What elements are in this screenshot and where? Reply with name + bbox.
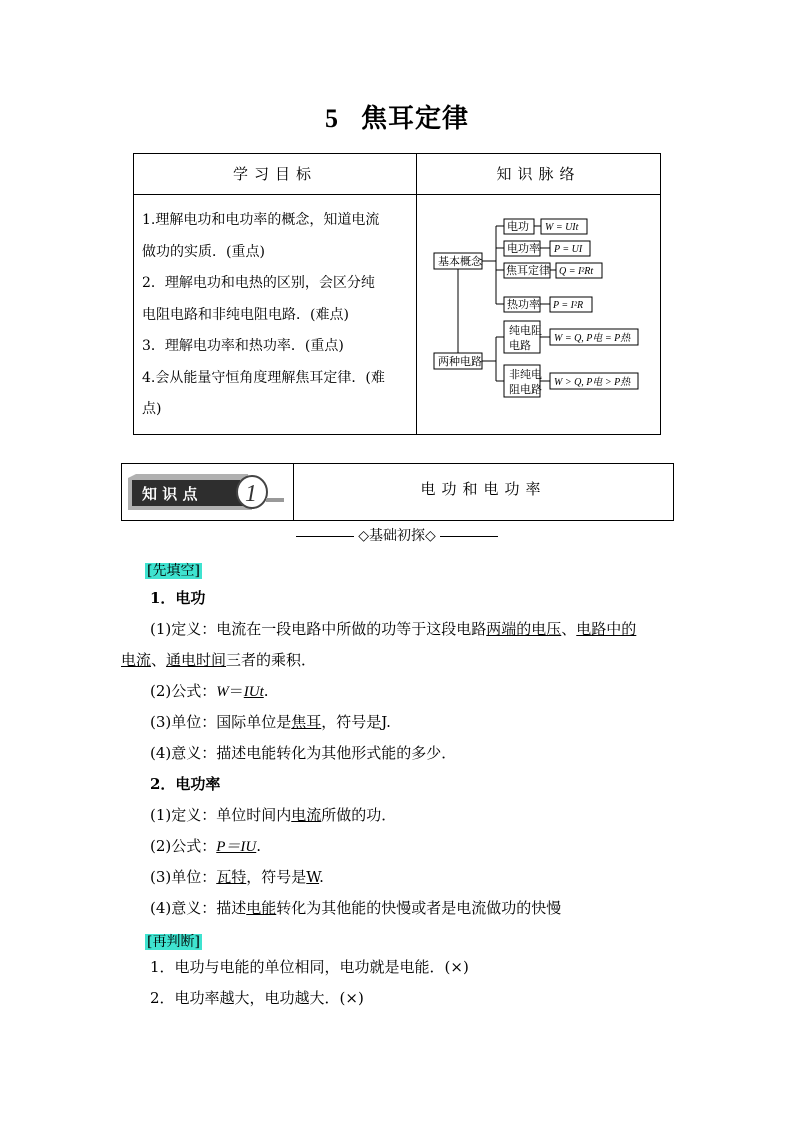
judge-item: 2．电功率越大，电功越大．(×) [150,989,364,1007]
item-label: 电功率 [507,242,540,255]
circuit2-formula: W > Q, P电 > P热 [554,377,631,388]
knowledge-diagram [424,209,660,405]
knowledge-point-badge [128,474,286,510]
item-label: 电功 [507,220,529,233]
item-formula: W = UIt [545,222,579,233]
sec2-formula: (2)公式：P＝IU. [150,837,262,855]
goal-line: 1.理解电功和电功率的概念，知道电流 [142,212,380,228]
item-label: 热功率 [507,298,540,311]
badge-text: 知 识 点 [142,485,198,503]
rule-right [440,536,498,537]
page-title [0,98,794,135]
explore-label: ◇基础初探◇ [358,528,436,544]
header-knowledge-map: 知识脉络 [496,165,581,183]
tag-fill: [先填空] [147,563,200,579]
circuit1-formula: W = Q, P电 = P热 [554,333,631,344]
sec2-definition: (1)定义：单位时间内电流所做的功． [150,806,397,824]
tag-judge: [再判断] [147,934,200,950]
circuit1-label: 纯电阻 [509,324,542,337]
sec1-meaning: (4)意义：描述电能转化为其他形式能的多少． [150,744,457,762]
title-text: 焦耳定律 [360,104,469,134]
title-number: 5 [324,104,339,133]
goal-line: 3．理解电功率和热功率．(重点) [142,338,344,354]
circuit2-label: 非纯电 [509,368,542,381]
sec1-heading: 1．电功 [150,589,206,607]
item-formula: P = I²R [553,300,584,311]
item-formula: Q = I²Rt [559,266,594,277]
root-label-circuits: 两种电路 [438,355,482,368]
item-label: 焦耳定律 [506,264,550,277]
goal-line: 2．理解电功和电热的区别，会区分纯 [142,275,375,291]
item-formula: P = UI [554,244,583,255]
sec1-definition: (1)定义：电流在一段电路中所做的功等于这段电路两端的电压、电路中的 [150,620,637,638]
header-learning-goals: 学习目标 [232,165,317,183]
goal-line: 电阻电路和非纯电阻电路．(难点) [142,306,349,323]
sec1-definition-cont: 电流、通电时间三者的乘积． [121,651,317,669]
circuit1-label: 电路 [509,339,531,352]
judge-item: 1．电功与电能的单位相同，电功就是电能．(×) [150,958,469,976]
objectives-table [133,153,661,435]
table-divider [416,154,417,434]
goal-line: 做功的实质．(重点) [142,243,265,260]
badge-number: 1 [245,481,257,507]
sec1-formula: (2)公式：W＝IUt. [150,682,269,700]
sec2-meaning: (4)意义：描述电能转化为其他能的快慢或者是电流做功的快慢 [150,899,562,917]
circuit2-label: 阻电路 [509,383,542,396]
knowledge-point-banner [121,463,674,521]
rule-left [296,536,354,537]
sec2-heading: 2．电功率 [150,775,221,793]
knowledge-point-title: 电功和电功率 [420,480,547,498]
explore-heading [0,525,794,545]
table-header-divider [134,194,660,195]
goals-list [142,205,412,426]
sec1-unit: (3)单位：国际单位是焦耳，符号是J. [150,713,391,731]
goal-line: 点) [142,401,162,417]
root-label-concepts: 基本概念 [438,255,482,268]
sec2-unit: (3)单位：瓦特，符号是W. [150,868,324,886]
goal-line: 4.会从能量守恒角度理解焦耳定律．(难 [142,369,385,386]
